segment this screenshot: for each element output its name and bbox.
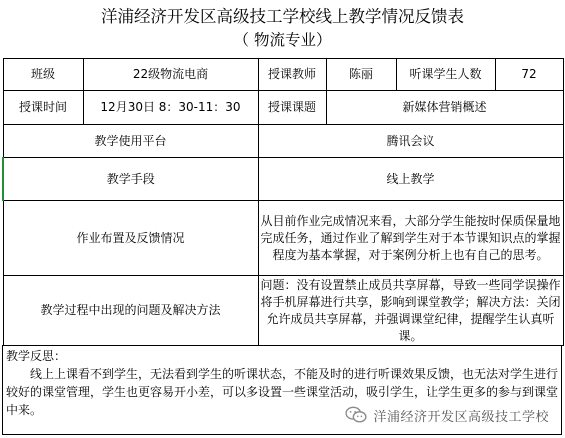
teacher-label: 授课教师: [258, 59, 326, 91]
feedback-table: [2, 58, 564, 346]
class-label: 班级: [3, 59, 83, 91]
problems-label: 教学过程中出现的问题及解决方法: [3, 276, 258, 346]
page-title: 洋浦经济开发区高级技工学校线上教学情况反馈表: [101, 7, 464, 26]
table-row-method: [3, 158, 563, 201]
time-value: 12月30日 8：30-11：30: [83, 91, 258, 125]
page-subtitle: （ 物流专业）: [233, 31, 332, 49]
topic-label: 授课课题: [258, 91, 326, 125]
reflection-text: 线上上课看不到学生，无法看到学生的听课状态，不能及时的进行听课效果反馈，也无法对学生进行较好的课堂管理，学生也更容易开小差，可以多设置一些课堂活动，吸引学生，让学生更多的参与到课堂中来。: [6, 367, 559, 417]
homework-value: 从目前作业完成情况来看，大部分学生能按时保质保量地完成任务，通过作业了解到学生对于本节课知识点的掌握程度为基本掌握，对于案例分析上也有自己的思考。: [258, 201, 563, 276]
method-value: 线上教学: [258, 158, 563, 201]
watermark-text: 洋浦经济开发区高级技工学校: [373, 409, 549, 425]
teacher-value: 陈丽: [326, 59, 396, 91]
table-row-problems: [3, 276, 563, 346]
students-value: 72: [495, 59, 563, 91]
table-row-time: [3, 91, 563, 125]
platform-label: 教学使用平台: [3, 125, 258, 158]
watermark: [341, 404, 553, 426]
students-label: 听课学生人数: [396, 59, 495, 91]
reflection-label: 教学反思：: [6, 349, 67, 363]
problems-value: 问题：没有设置禁止成员共享屏幕，导致一些同学误操作将手机屏幕进行共享，影响到课堂教学；解决方法：关闭允许成员共享屏幕，并强调课堂纪律，提醒学生认真听课。: [258, 276, 563, 346]
table-row-class: [3, 59, 563, 91]
homework-label: 作业布置及反馈情况: [3, 201, 258, 276]
platform-value: 腾讯会议: [258, 125, 563, 158]
time-label: 授课时间: [3, 91, 83, 125]
method-label: 教学手段: [3, 158, 258, 201]
title-block: [0, 0, 565, 58]
wechat-icon: [345, 406, 367, 424]
table-row-platform: [3, 125, 563, 158]
table-row-homework: [3, 201, 563, 276]
topic-value: 新媒体营销概述: [326, 91, 563, 125]
class-value: 22级物流电商: [83, 59, 258, 91]
